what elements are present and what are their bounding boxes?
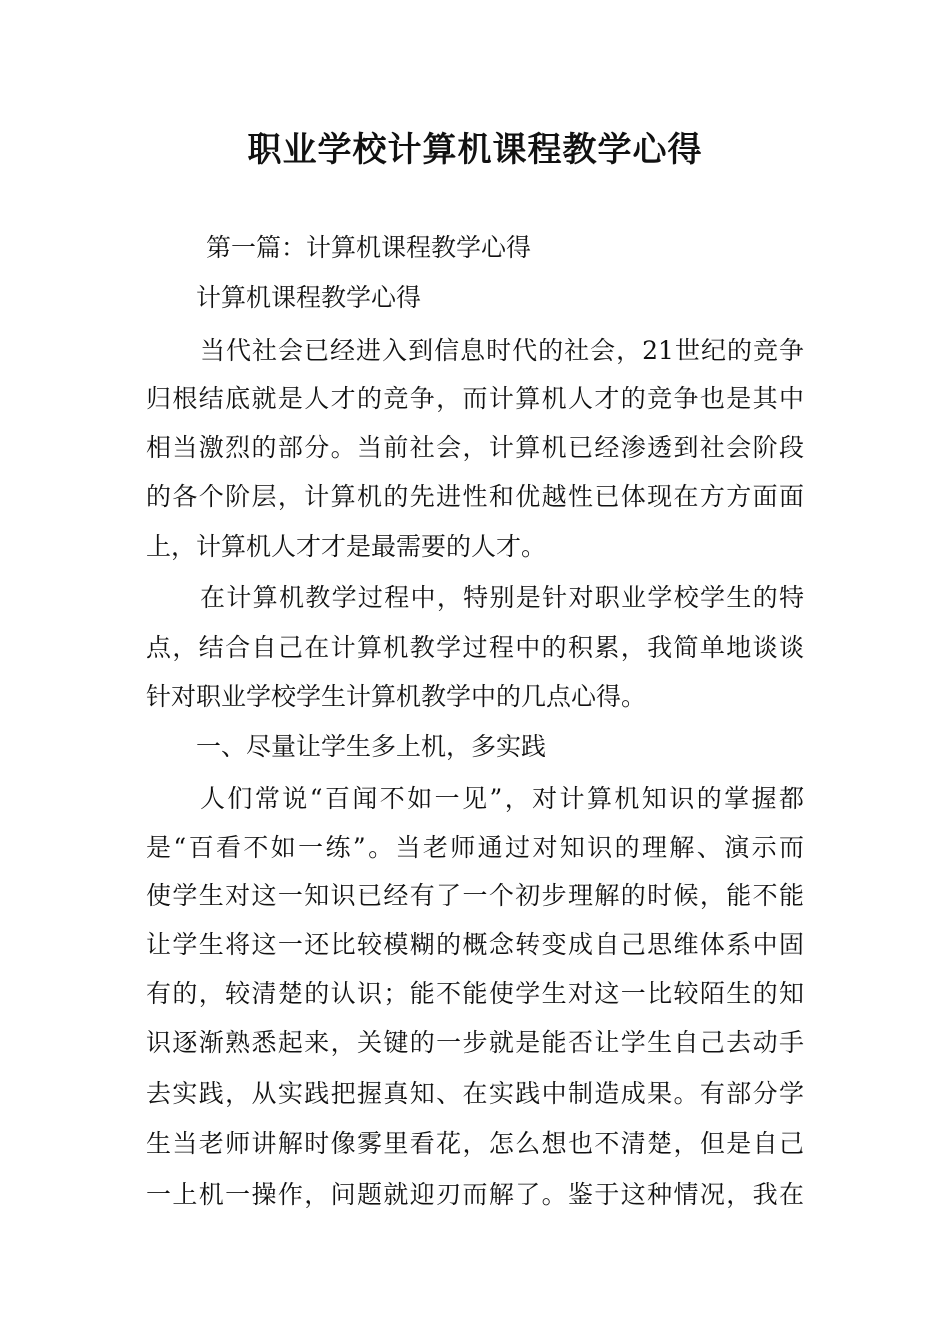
paragraph-3-line-6: 识逐渐熟悉起来，关键的一步就是能否让学生自己去动手: [146, 1028, 804, 1057]
paragraph-3-line-4: 让学生将这一还比较模糊的概念转变成自己思维体系中固: [146, 930, 804, 959]
paragraph-3-line-3: 使学生对这一知识已经有了一个初步理解的时候，能不能: [146, 881, 804, 910]
paragraph-3-line-5: 有的，较清楚的认识；能不能使学生对这一比较陌生的知: [146, 979, 804, 1008]
paragraph-3-line-9: 一上机一操作，问题就迎刃而解了。鉴于这种情况，我在: [146, 1180, 804, 1209]
section-subtitle: 计算机课程教学心得: [196, 283, 422, 312]
paragraph-1-line-2: 归根结底就是人才的竞争，而计算机人才的竞争也是其中: [146, 384, 804, 413]
paragraph-2-line-3: 针对职业学校学生计算机教学中的几点心得。: [146, 682, 647, 711]
paragraph-3-line-8: 生当老师讲解时像雾里看花，怎么想也不清楚，但是自己: [146, 1129, 804, 1158]
paragraph-3-line-1: 人们常说“百闻不如一见”，对计算机知识的掌握都: [200, 784, 804, 813]
paragraph-1-line-5: 上，计算机人才才是最需要的人才。: [146, 532, 547, 561]
paragraph-1-line-1: 当代社会已经进入到信息时代的社会，21世纪的竞争: [200, 336, 804, 365]
paragraph-3-line-7: 去实践，从实践把握真知、在实践中制造成果。有部分学: [146, 1079, 804, 1108]
paragraph-3-line-2: 是“百看不如一练”。当老师通过对知识的理解、演示而: [146, 833, 804, 862]
paragraph-1-line-4: 的各个阶层，计算机的先进性和优越性已体现在方方面面: [146, 482, 804, 511]
paragraph-2-line-1: 在计算机教学过程中，特别是针对职业学校学生的特: [200, 583, 804, 612]
paragraph-2-line-2: 点，结合自己在计算机教学过程中的积累，我简单地谈谈: [146, 633, 804, 662]
paragraph-1-line-3: 相当激烈的部分。当前社会，计算机已经渗透到社会阶段: [146, 433, 804, 462]
chapter-heading: 第一篇：计算机课程教学心得: [206, 233, 532, 262]
document-title: 职业学校计算机课程教学心得: [247, 130, 703, 170]
section-heading-1: 一、尽量让学生多上机，多实践: [196, 732, 547, 761]
